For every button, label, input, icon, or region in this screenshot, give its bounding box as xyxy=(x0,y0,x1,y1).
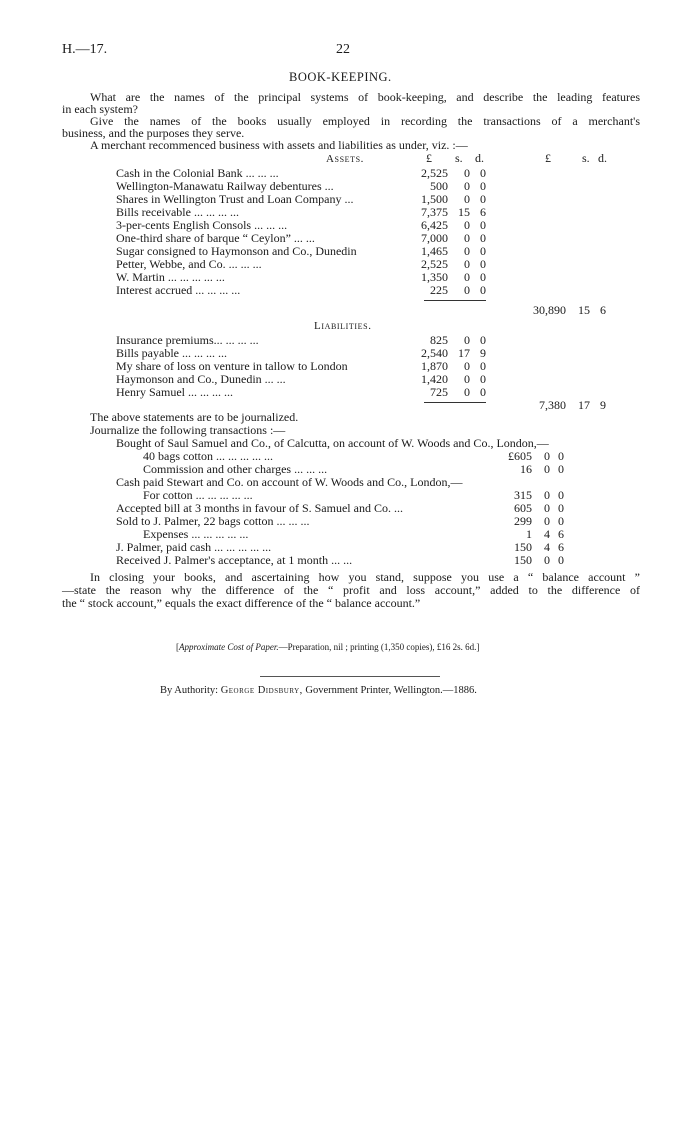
assets-col-pounds: £ xyxy=(426,151,432,165)
liabilities-total-pence: 9 xyxy=(600,398,606,412)
row-label: Interest accrued ... ... ... ... xyxy=(116,283,241,297)
liabilities-total-pounds: 7,380 xyxy=(539,398,566,412)
row-pence: 0 xyxy=(558,449,564,463)
row-shillings: 0 xyxy=(464,385,470,399)
row-shillings: 0 xyxy=(544,553,550,567)
row-pence: 0 xyxy=(480,385,486,399)
row-shillings: 0 xyxy=(464,283,470,297)
cost-note-details: —Preparation, nil ; printing (1,350 copies), £16 2s. 6d. xyxy=(278,642,477,652)
row-label: Bought of Saul Samuel and Co., of Calcutta, on account of W. Woods and Co., London,— xyxy=(116,436,549,450)
row-label: Bills receivable ... ... ... ... xyxy=(116,205,239,219)
row-pounds: £605 xyxy=(508,449,532,463)
row-pounds: 7,000 xyxy=(421,231,448,245)
row-pence: 0 xyxy=(480,372,486,386)
section-title: BOOK-KEEPING. xyxy=(289,70,392,84)
row-pounds: 1,350 xyxy=(421,270,448,284)
total-col-shillings: s. xyxy=(582,151,590,165)
row-label: Accepted bill at 3 months in favour of S. Samuel and Co. ... xyxy=(116,501,403,515)
row-shillings: 0 xyxy=(464,333,470,347)
row-shillings: 17 xyxy=(458,346,470,360)
row-shillings: 0 xyxy=(464,372,470,386)
document-code: H.—17. xyxy=(62,42,108,57)
closing-line-3: the “ stock account,” equals the exact difference of the “ balance account.” xyxy=(62,596,421,610)
total-col-pence: d. xyxy=(598,151,607,165)
printer-authority xyxy=(160,684,477,697)
printer-name: George Didsbury, xyxy=(220,685,303,696)
liabilities-sum-rule xyxy=(424,402,486,403)
row-pounds: 1,420 xyxy=(421,372,448,386)
row-pence: 6 xyxy=(558,527,564,541)
row-pence: 0 xyxy=(480,333,486,347)
row-pence: 0 xyxy=(480,244,486,258)
row-shillings: 0 xyxy=(464,257,470,271)
question-1-line-1: What are the names of the principal systems of book-keeping, and describe the leading features xyxy=(90,90,640,104)
row-label: Bills payable ... ... ... ... xyxy=(116,346,227,360)
question-1-line-2: in each system? xyxy=(62,102,138,116)
row-pounds: 6,425 xyxy=(421,218,448,232)
row-pounds: 605 xyxy=(514,501,532,515)
assets-total-pounds: 30,890 xyxy=(533,303,566,317)
row-shillings: 0 xyxy=(464,179,470,193)
row-shillings: 0 xyxy=(464,166,470,180)
row-label: For cotton ... ... ... ... ... xyxy=(143,488,253,502)
page-number: 22 xyxy=(336,42,350,57)
authority-suffix: Government Printer, Wellington.—1886. xyxy=(305,685,477,696)
row-pounds: 825 xyxy=(430,333,448,347)
row-label: Cash paid Stewart and Co. on account of W. Woods and Co., London,— xyxy=(116,475,463,489)
assets-total-pence: 6 xyxy=(600,303,606,317)
liabilities-total-shillings: 17 xyxy=(578,398,590,412)
assets-col-pence: d. xyxy=(475,151,484,165)
row-pence: 6 xyxy=(480,205,486,219)
row-label: 40 bags cotton ... ... ... ... ... xyxy=(143,449,273,463)
row-pounds: 500 xyxy=(430,179,448,193)
row-shillings: 0 xyxy=(544,462,550,476)
row-label: W. Martin ... ... ... ... ... xyxy=(116,270,225,284)
assets-sum-rule xyxy=(424,300,486,301)
row-label: Petter, Webbe, and Co. ... ... ... xyxy=(116,257,262,271)
row-pence: 9 xyxy=(480,346,486,360)
question-2-line-1: Give the names of the books usually employed in recording the transactions of a merchant's xyxy=(90,114,640,128)
row-pounds: 150 xyxy=(514,540,532,554)
row-label: My share of loss on venture in tallow to London xyxy=(116,359,348,373)
row-pounds: 225 xyxy=(430,283,448,297)
cost-note-close-bracket: ] xyxy=(476,642,480,652)
cost-note-open-bracket: [ xyxy=(176,642,179,652)
journal-intro: Journalize the following transactions :— xyxy=(90,423,286,437)
row-pence: 0 xyxy=(480,270,486,284)
row-pounds: 1 xyxy=(526,527,532,541)
row-shillings: 0 xyxy=(544,449,550,463)
row-pounds: 725 xyxy=(430,385,448,399)
row-label: 3-per-cents English Consols ... ... ... xyxy=(116,218,288,232)
row-pounds: 1,465 xyxy=(421,244,448,258)
row-pence: 0 xyxy=(558,514,564,528)
row-shillings: 0 xyxy=(464,192,470,206)
row-shillings: 15 xyxy=(458,205,470,219)
question-2-line-2: business, and the purposes they serve. xyxy=(62,126,245,140)
assets-col-shillings: s. xyxy=(455,151,463,165)
row-label: Cash in the Colonial Bank ... ... ... xyxy=(116,166,279,180)
row-pounds: 1,870 xyxy=(421,359,448,373)
row-pounds: 1,500 xyxy=(421,192,448,206)
row-pence: 0 xyxy=(558,488,564,502)
row-label: Sold to J. Palmer, 22 bags cotton ... ... ... xyxy=(116,514,310,528)
row-pence: 0 xyxy=(480,192,486,206)
row-shillings: 0 xyxy=(464,359,470,373)
authority-prefix: By Authority: xyxy=(160,685,219,696)
row-shillings: 0 xyxy=(544,488,550,502)
row-label: Shares in Wellington Trust and Loan Company ... xyxy=(116,192,354,206)
row-pounds: 16 xyxy=(520,462,532,476)
row-pence: 0 xyxy=(558,462,564,476)
row-pounds: 2,540 xyxy=(421,346,448,360)
row-label: Henry Samuel ... ... ... ... xyxy=(116,385,233,399)
row-pence: 0 xyxy=(480,179,486,193)
row-label: Received J. Palmer's acceptance, at 1 month ... ... xyxy=(116,553,353,567)
row-pounds: 2,525 xyxy=(421,166,448,180)
row-shillings: 0 xyxy=(464,231,470,245)
row-pence: 0 xyxy=(480,231,486,245)
row-shillings: 0 xyxy=(544,501,550,515)
row-shillings: 0 xyxy=(544,514,550,528)
row-pence: 0 xyxy=(480,283,486,297)
row-label: Commission and other charges ... ... ... xyxy=(143,462,328,476)
row-pounds: 150 xyxy=(514,553,532,567)
closing-line-2: —state the reason why the difference of the “ profit and loss account,” added to the difference of xyxy=(62,583,640,597)
question-3-intro: A merchant recommenced business with assets and liabilities as under, viz. :— xyxy=(90,138,468,152)
row-pounds: 2,525 xyxy=(421,257,448,271)
row-label: Expenses ... ... ... ... ... xyxy=(143,527,249,541)
assets-heading: Assets. xyxy=(326,153,365,165)
assets-total-shillings: 15 xyxy=(578,303,590,317)
row-pence: 0 xyxy=(480,166,486,180)
row-pounds: 299 xyxy=(514,514,532,528)
liabilities-heading: Liabilities. xyxy=(314,320,372,332)
row-shillings: 0 xyxy=(464,270,470,284)
journalize-statement: The above statements are to be journalized. xyxy=(90,410,299,424)
row-pence: 0 xyxy=(480,359,486,373)
row-label: Insurance premiums... ... ... ... xyxy=(116,333,259,347)
row-pounds: 315 xyxy=(514,488,532,502)
footer-rule xyxy=(260,676,440,677)
row-label: Wellington-Manawatu Railway debentures ... xyxy=(116,179,334,193)
row-pence: 0 xyxy=(480,218,486,232)
row-shillings: 0 xyxy=(464,218,470,232)
row-pounds: 7,375 xyxy=(421,205,448,219)
row-label: One-third share of barque “ Ceylon” ... ... xyxy=(116,231,315,245)
row-shillings: 4 xyxy=(544,527,550,541)
row-label: J. Palmer, paid cash ... ... ... ... ... xyxy=(116,540,272,554)
total-col-pounds: £ xyxy=(545,151,551,165)
cost-note xyxy=(176,641,479,654)
row-pence: 0 xyxy=(558,501,564,515)
closing-line-1: In closing your books, and ascertaining how you stand, suppose you use a “ balance account ” xyxy=(90,570,640,584)
cost-note-label: Approximate Cost of Paper. xyxy=(179,642,279,652)
row-pence: 6 xyxy=(558,540,564,554)
row-pence: 0 xyxy=(558,553,564,567)
row-pence: 0 xyxy=(480,257,486,271)
row-shillings: 0 xyxy=(464,244,470,258)
row-shillings: 4 xyxy=(544,540,550,554)
row-label: Sugar consigned to Haymonson and Co., Dunedin xyxy=(116,244,357,258)
row-label: Haymonson and Co., Dunedin ... ... xyxy=(116,372,286,386)
